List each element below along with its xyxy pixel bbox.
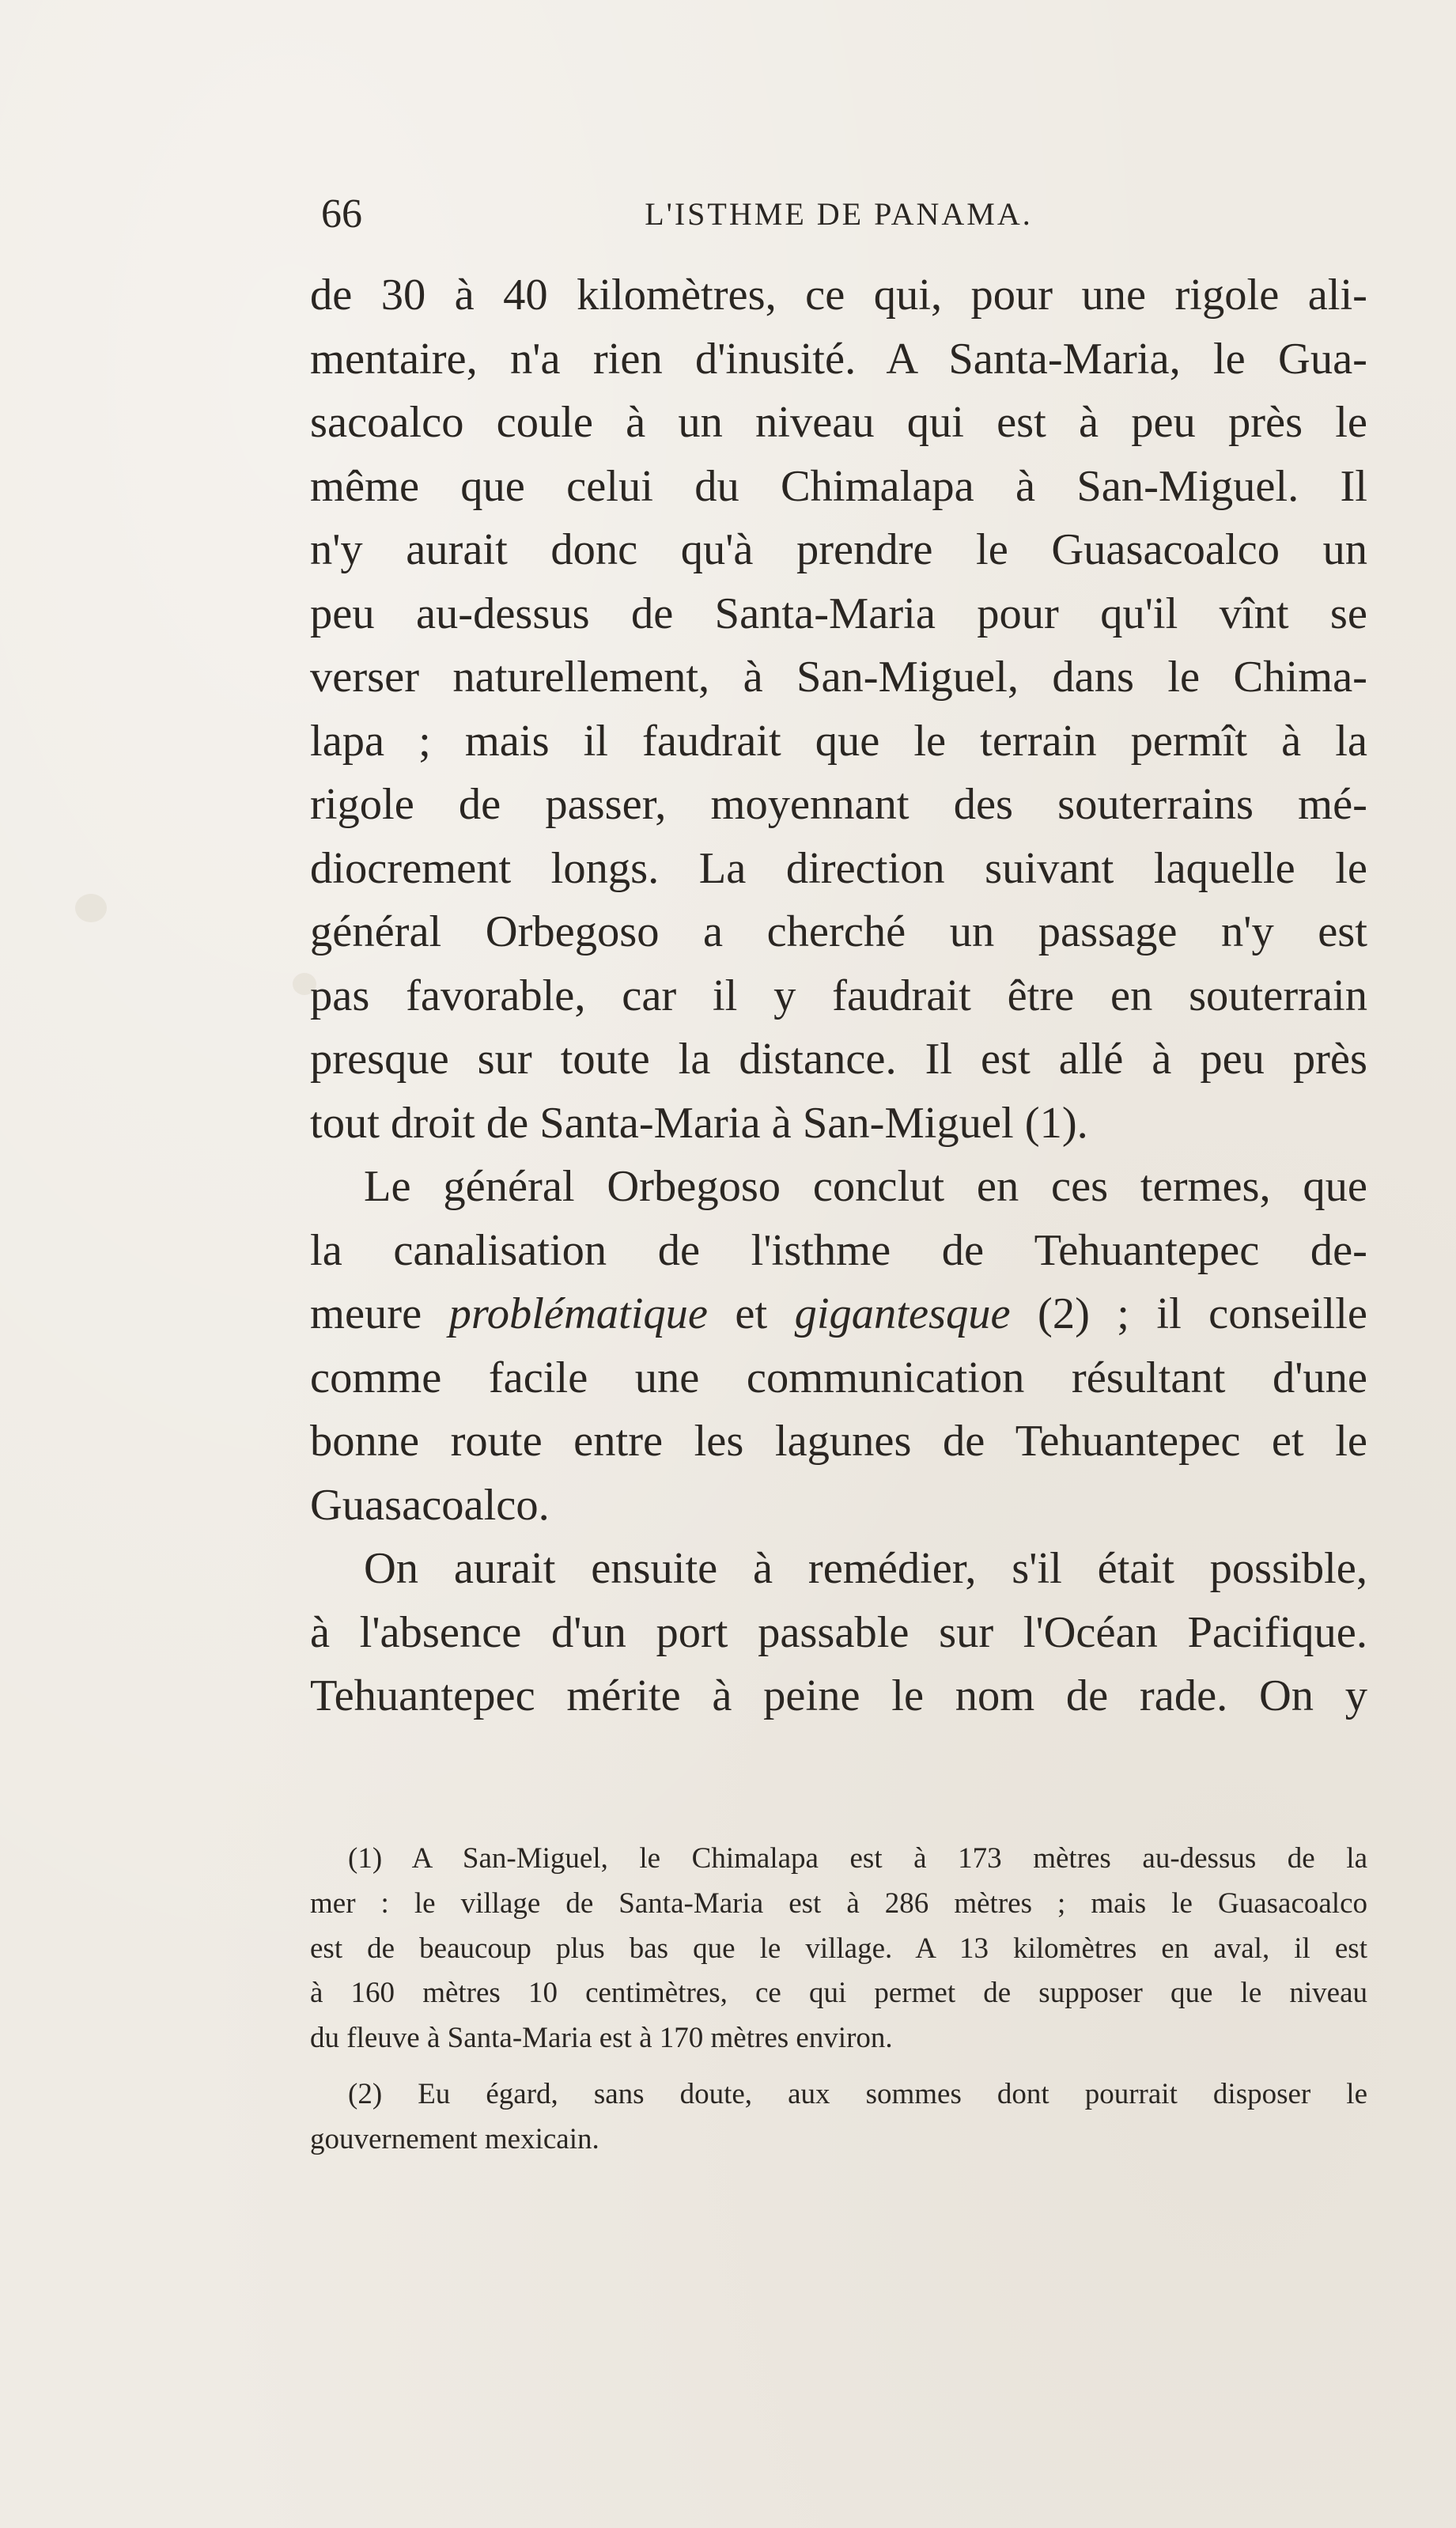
- paragraph-1: [310, 263, 1367, 1155]
- text-line: rigole de passer, moyennant des souterrains mé-: [310, 780, 1367, 829]
- text-line: Guasacoalco.: [310, 1480, 550, 1530]
- footnote-line: gouvernement mexicain.: [310, 2122, 599, 2155]
- text-fragment: (2) ; il conseille: [1010, 1289, 1367, 1338]
- text-line: général Orbegoso a cherché un passage n'y est: [310, 907, 1367, 956]
- paragraph-2: [310, 1155, 1367, 1537]
- text-line: lapa ; mais il faudrait que le terrain permît à la: [310, 716, 1367, 766]
- paper-stain: [75, 894, 107, 922]
- paragraph-3: [310, 1537, 1367, 1728]
- italic-term: problématique: [448, 1289, 709, 1338]
- footnote-line: mer : le village de Santa-Maria est à 286 mètres ; mais le Guasacoalco: [310, 1887, 1367, 1920]
- footnote-2: [310, 2072, 1367, 2163]
- footnote-1: [310, 1837, 1367, 2061]
- text-line: [310, 1282, 1367, 1346]
- text-fragment: meure: [310, 1289, 449, 1338]
- footnote-line: (2) Eu égard, sans doute, aux sommes dont pourrait disposer le: [348, 2077, 1367, 2110]
- italic-term: gigantesque: [794, 1289, 1011, 1338]
- text-line: mentaire, n'a rien d'inusité. A Santa-Maria, le Gua-: [310, 334, 1367, 384]
- text-fragment: et: [708, 1289, 795, 1338]
- text-line: On aurait ensuite à remédier, s'il était possible,: [364, 1544, 1367, 1593]
- page-number: 66: [321, 191, 362, 237]
- text-line: diocrement longs. La direction suivant laquelle le: [310, 843, 1367, 893]
- footnotes: [310, 1837, 1367, 2163]
- text-line: peu au-dessus de Santa-Maria pour qu'il vînt se: [310, 588, 1367, 638]
- text-line: pas favorable, car il y faudrait être en souterrain: [310, 971, 1367, 1020]
- text-line: comme facile une communication résultant d'une: [310, 1353, 1367, 1402]
- text-line: sacoalco coule à un niveau qui est à peu près le: [310, 398, 1367, 447]
- text-line: Le général Orbegoso conclut en ces termes, que: [364, 1162, 1367, 1211]
- body-text: [310, 263, 1367, 1728]
- text-line: Tehuantepec mérite à peine le nom de rade. On y: [310, 1671, 1367, 1720]
- text-line: verser naturellement, à San-Miguel, dans le Chima-: [310, 653, 1367, 702]
- footnote-line: (1) A San-Miguel, le Chimalapa est à 173 mètres au-dessus de la: [348, 1842, 1367, 1875]
- running-title: L'ISTHME DE PANAMA.: [645, 196, 1033, 232]
- text-line: la canalisation de l'isthme de Tehuantepec de-: [310, 1225, 1367, 1275]
- text-line: presque sur toute la distance. Il est allé à peu près: [310, 1035, 1367, 1084]
- text-line: à l'absence d'un port passable sur l'Océan Pacifique.: [310, 1607, 1367, 1657]
- text-line: tout droit de Santa-Maria à San-Miguel (1).: [310, 1098, 1088, 1148]
- footnote-line: à 160 mètres 10 centimètres, ce qui permet de supposer que le niveau: [310, 1977, 1367, 2010]
- text-line: n'y aurait donc qu'à prendre le Guasacoalco un: [310, 525, 1367, 574]
- running-head: [310, 187, 1367, 242]
- footnote-line: est de beaucoup plus bas que le village. A 13 kilomètres en aval, il est: [310, 1932, 1367, 1965]
- text-line: bonne route entre les lagunes de Tehuantepec et le: [310, 1417, 1367, 1466]
- text-line: de 30 à 40 kilomètres, ce qui, pour une rigole ali-: [310, 271, 1367, 320]
- footnote-line: du fleuve à Santa-Maria est à 170 mètres environ.: [310, 2022, 893, 2055]
- text-line: même que celui du Chimalapa à San-Miguel. Il: [310, 461, 1367, 511]
